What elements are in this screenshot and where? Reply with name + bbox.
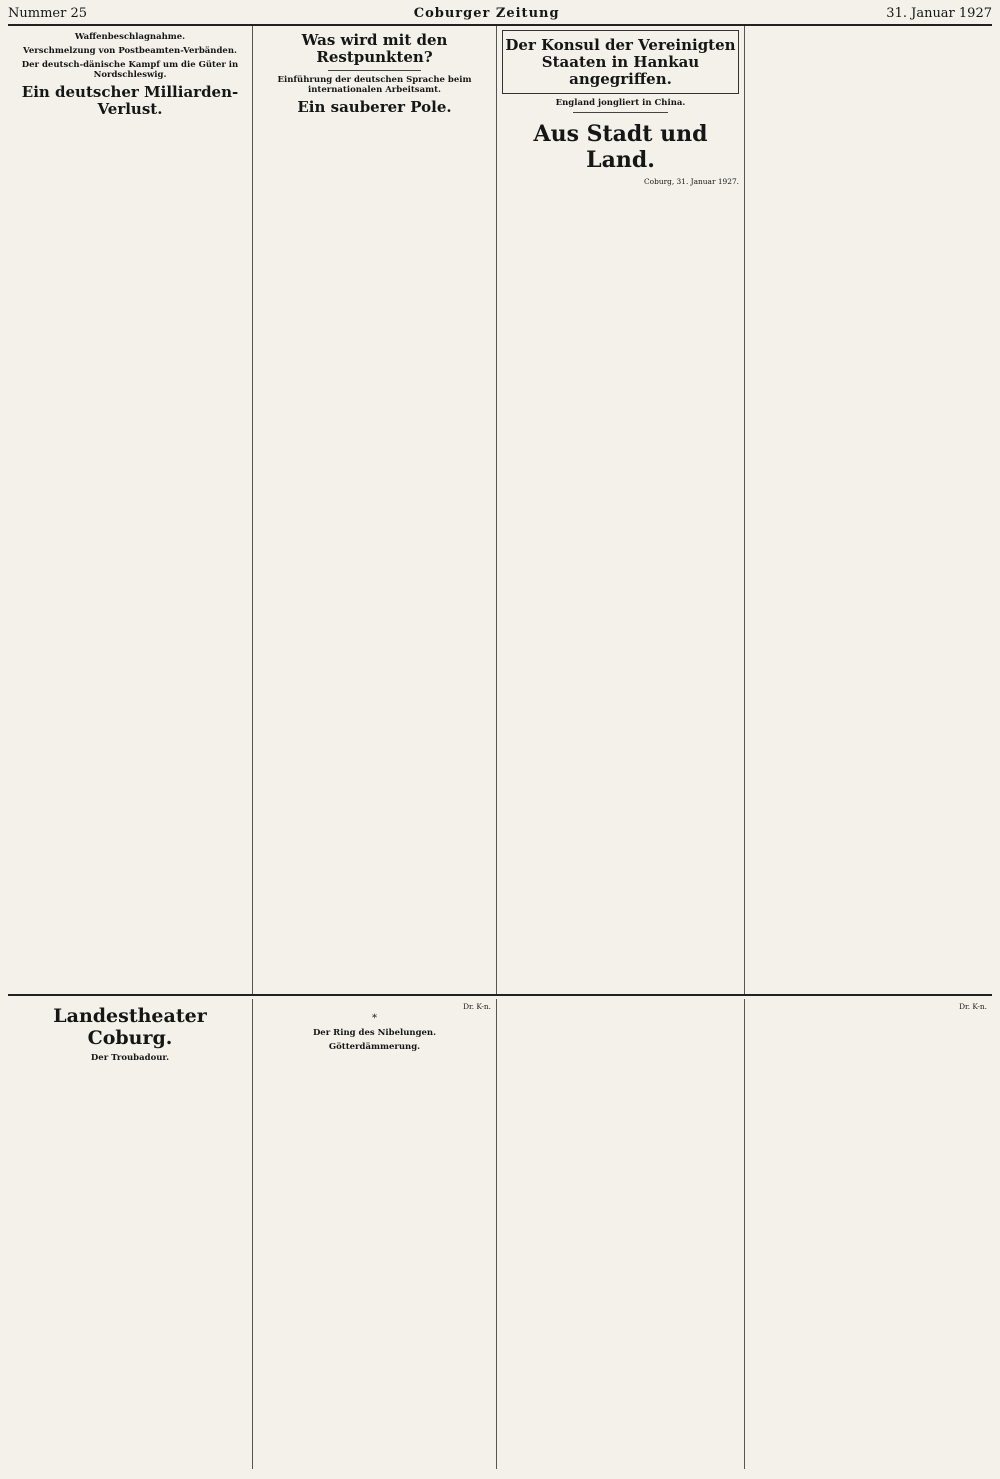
dateline: Coburg, 31. Januar 1927. xyxy=(644,177,739,186)
article-heading: Waffenbeschlagnahme. xyxy=(74,32,186,42)
article-headline: Ein sauberer Pole. xyxy=(297,98,452,116)
section-headline: Aus Stadt und Land. xyxy=(533,121,708,173)
divider xyxy=(573,112,668,113)
issue-date: 31. Januar 1927 xyxy=(886,6,992,21)
article-headline: Der Konsul der Vereinigten Staaten in Hankau angegriffen. xyxy=(505,36,736,88)
column-feuilleton-3 xyxy=(496,999,744,1469)
article-subheading: Götterdämmerung. xyxy=(328,1041,421,1052)
column-1 xyxy=(8,26,252,994)
column-feuilleton-4 xyxy=(744,999,992,1469)
divider xyxy=(328,70,421,71)
separator-star: * xyxy=(372,1013,377,1025)
author-signature: Dr. K-n. xyxy=(959,1002,987,1011)
author-signature: Dr. K-n. xyxy=(463,1002,491,1011)
top-section xyxy=(8,26,992,996)
article-heading: Der deutsch-dänische Kampf um die Güter in Nordschleswig. xyxy=(21,60,239,80)
article-heading: England jongliert in China. xyxy=(555,98,686,108)
bottom-section xyxy=(8,999,992,1469)
newspaper-page xyxy=(8,6,992,1465)
column-3 xyxy=(496,26,744,994)
column-feuilleton-2 xyxy=(252,999,496,1469)
article-heading: Verschmelzung von Postbeamten-Verbänden. xyxy=(23,46,237,56)
feuilleton-headline: Landestheater Coburg. xyxy=(53,1005,207,1049)
article-headline: Ein deutscher Milliarden-Verlust. xyxy=(21,83,239,118)
article-heading: Der Ring des Nibelungen. xyxy=(312,1027,437,1038)
article-heading: Der Troubadour. xyxy=(90,1053,170,1063)
article-headline: Was wird mit den Restpunkten? xyxy=(301,31,448,66)
column-4 xyxy=(744,26,992,994)
issue-number: Nummer 25 xyxy=(8,6,87,21)
column-feuilleton-1 xyxy=(8,999,252,1469)
masthead xyxy=(8,6,992,26)
article-heading: Einführung der deutschen Sprache beim internationalen Arbeitsamt. xyxy=(277,75,472,95)
newspaper-title: Coburger Zeitung xyxy=(413,6,560,21)
headline-box xyxy=(502,30,739,94)
column-2 xyxy=(252,26,496,994)
